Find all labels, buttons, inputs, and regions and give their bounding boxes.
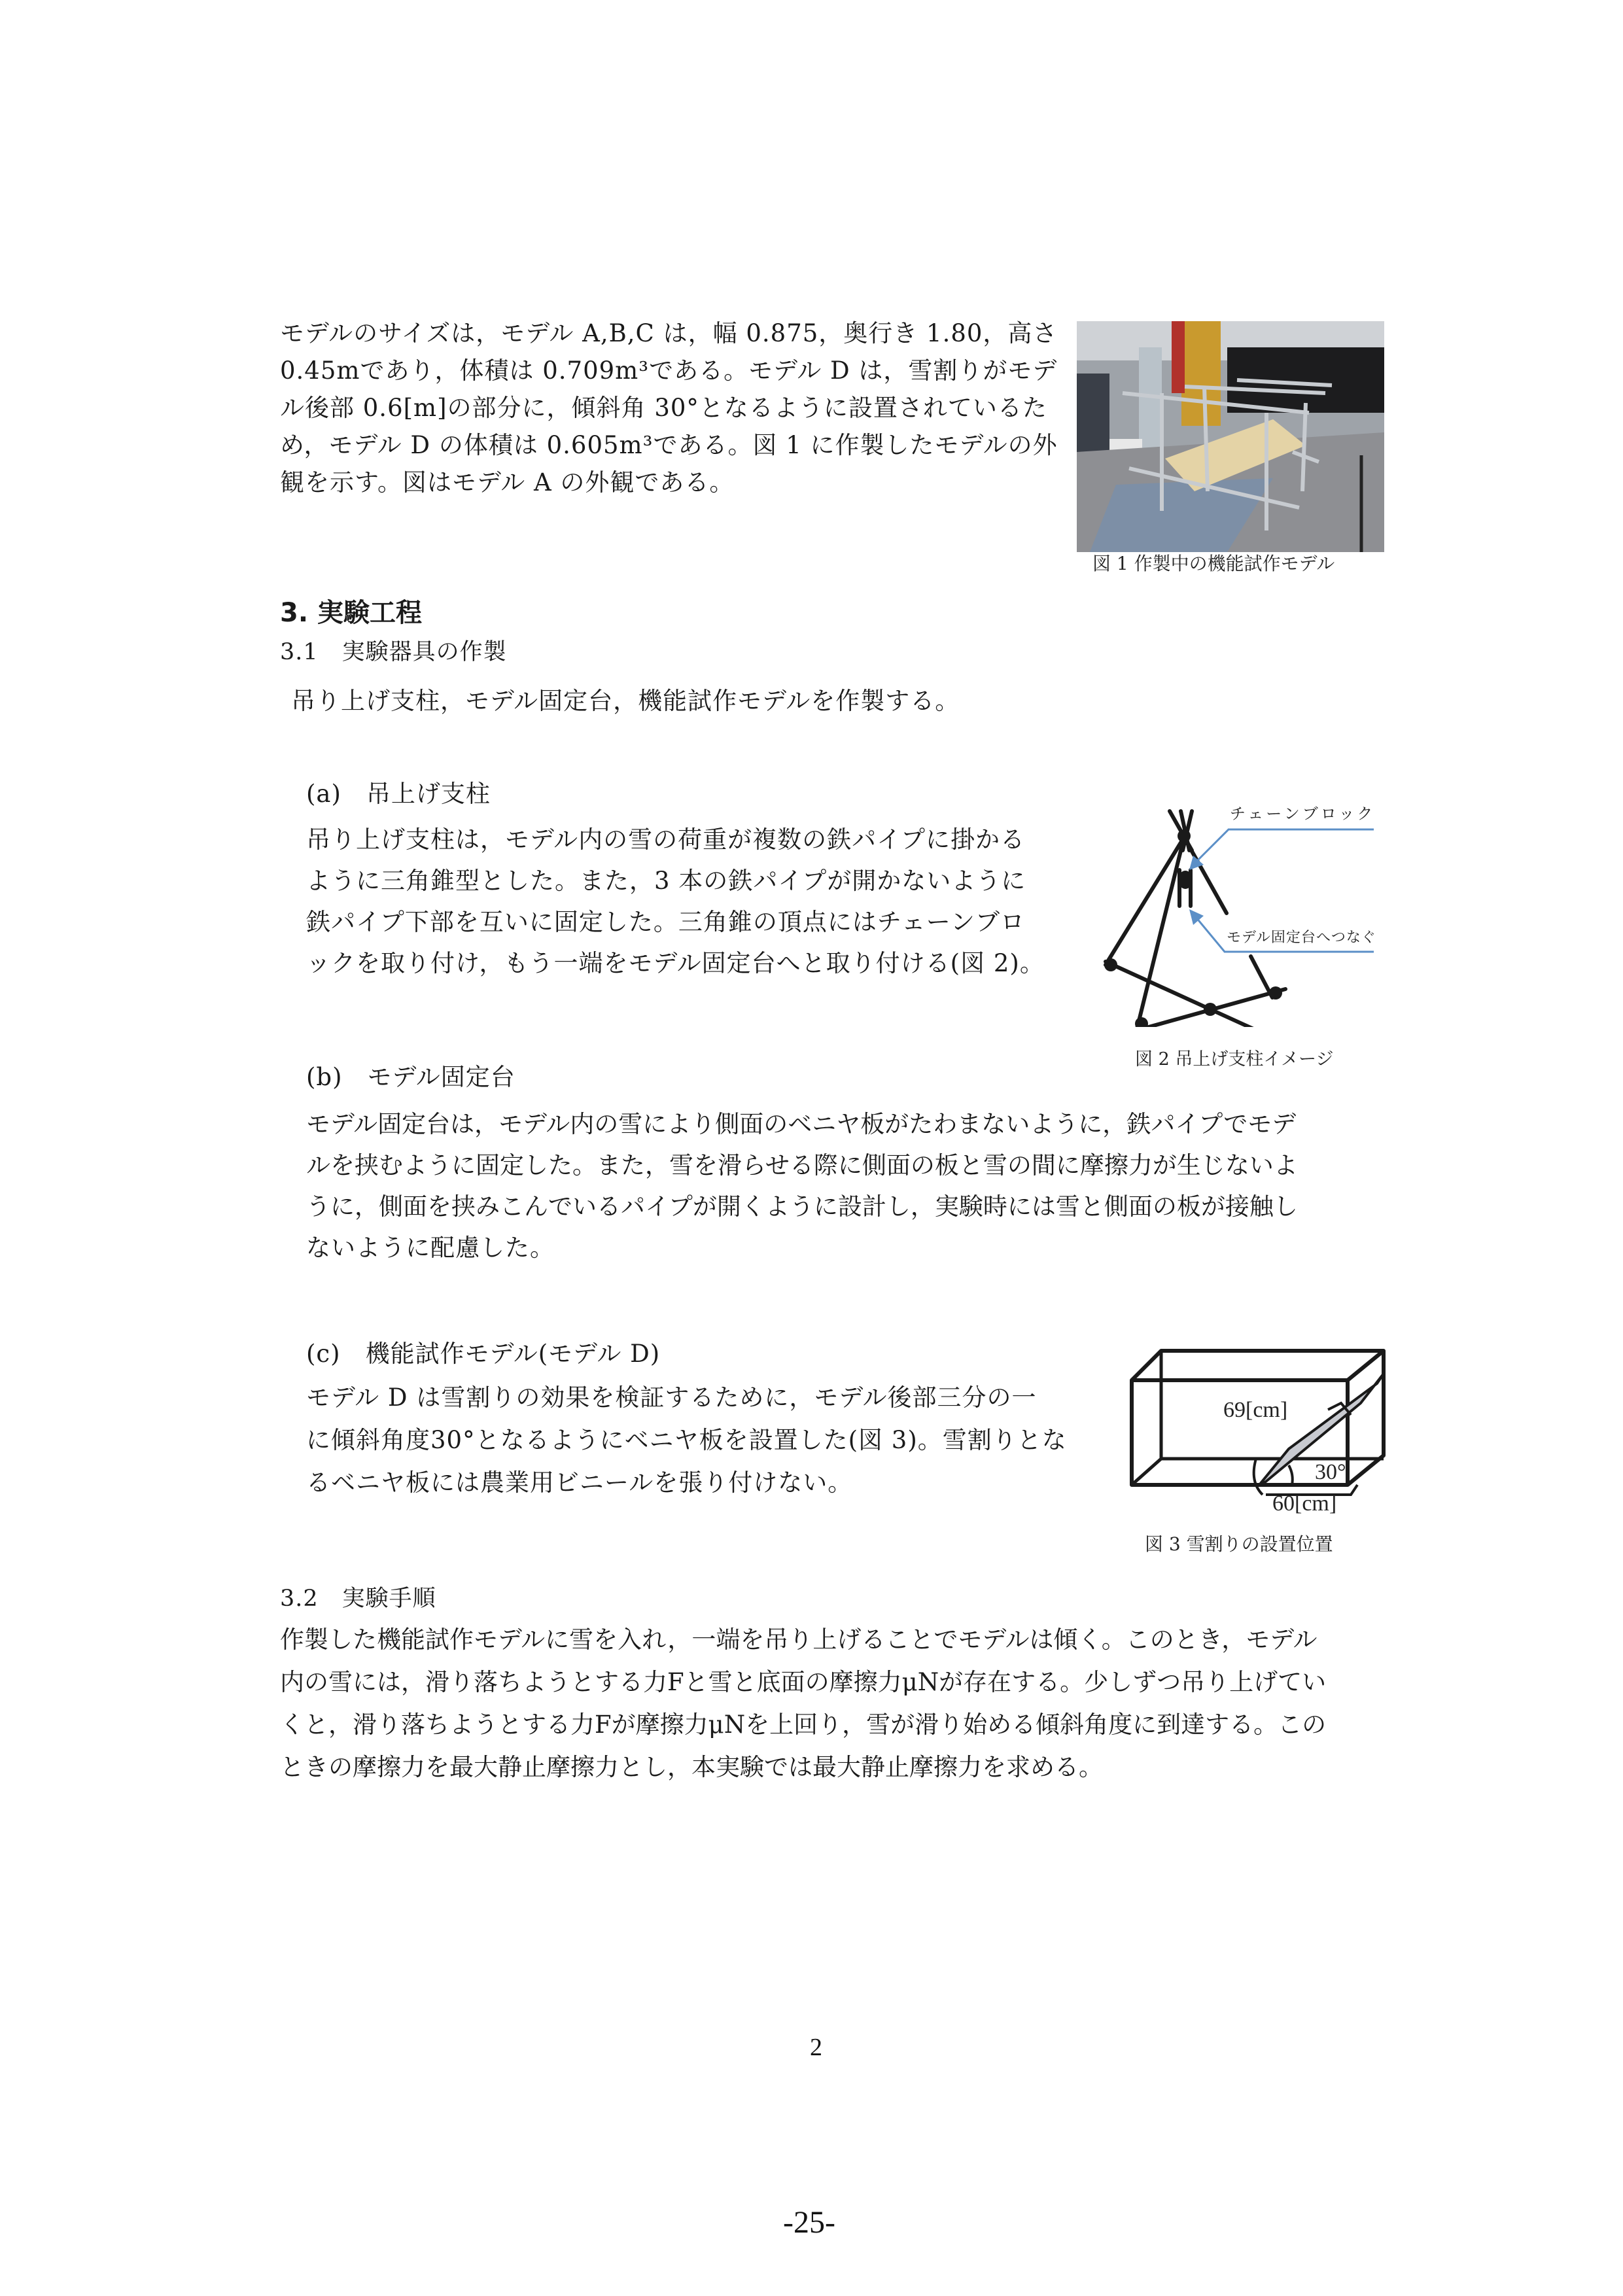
intro-line: め，モデル D の体積は 0.605m³である。図 1 に作製したモデルの外 [280, 431, 1058, 459]
model-photo-illustration [1077, 321, 1384, 552]
subsection-a-line: 鉄パイプ下部を互いに固定した。三角錐の頂点にはチェーンブロ [306, 908, 1026, 936]
subsection-b-line: うに，側面を挟みこんでいるパイプが開くように設計し，実験時には雪と側面の板が接触し [306, 1192, 1298, 1221]
section31-lead: 吊り上げ支柱，モデル固定台，機能試作モデルを作製する。 [291, 687, 960, 715]
intro-line: モデルのサイズは，モデル A,B,C は，幅 0.875，奥行き 1.80，高さ [280, 319, 1058, 347]
section32-line: 内の雪には，滑り落ちようとする力Fと雪と底面の摩擦力μNが存在する。少しずつ吊り上げてい [280, 1668, 1327, 1696]
leader-chain-block [1196, 829, 1374, 862]
tripod-leg-front [1135, 837, 1184, 1027]
subsection-a-line: ように三角錐型とした。また，3 本の鉄パイプが開かないように [306, 867, 1026, 895]
figure3-diagram [1125, 1338, 1393, 1514]
label-length: 69[cm] [1223, 1398, 1288, 1422]
base-joint [1269, 986, 1282, 1000]
figure2-caption: 図 2 吊上げ支柱イメージ [1135, 1049, 1334, 1070]
chain-block [1178, 871, 1193, 889]
base-joint [1104, 958, 1117, 971]
label-angle: 30° [1315, 1460, 1346, 1484]
subsection-c-line: るベニヤ板には農業用ビニールを張り付けない。 [306, 1469, 853, 1497]
base-joint [1204, 1003, 1217, 1016]
figure2-diagram [1086, 791, 1374, 1027]
journal-page-number: -25- [783, 2205, 835, 2240]
section32-heading: 3.2 実験手順 [280, 1586, 436, 1612]
label-chain-block: チェーンブロック [1230, 805, 1376, 823]
subsection-a-line: ックを取り付け，もう一端をモデル固定台へと取り付ける(図 2)。 [306, 949, 1045, 977]
tripod-leg-left [1106, 837, 1184, 965]
subsection-c-line: に傾斜角度30°となるようにベニヤ板を設置した(図 3)。雪割りとな [306, 1426, 1067, 1454]
label-connect: モデル固定台へつなぐ [1227, 930, 1376, 946]
angle-arc [1289, 1465, 1293, 1485]
section32-line: ときの摩擦力を最大静止摩擦力とし，本実験では最大静止摩擦力を求める。 [280, 1753, 1103, 1781]
subsection-a-heading: (a) 吊上げ支柱 [306, 780, 491, 808]
intro-line: 観を示す。図はモデル A の外観である。 [280, 468, 735, 496]
subsection-b-line: モデル固定台は，モデル内の雪により側面のベニヤ板がたわまないように，鉄パイプでモデ [306, 1110, 1297, 1138]
section32-line: くと，滑り落ちようとする力Fが摩擦力μNを上回り，雪が滑り始める傾斜角度に到達する。この [280, 1711, 1327, 1739]
section3-heading: 3. 実験工程 [280, 598, 422, 628]
section32-line: 作製した機能試作モデルに雪を入れ，一端を吊り上げることでモデルは傾く。このとき，モデル [280, 1626, 1318, 1654]
base-bar-1 [1106, 962, 1282, 1027]
section31-heading: 3.1 実験器具の作製 [280, 639, 507, 665]
figure1-caption: 図 1 作製中の機能試作モデル [1092, 553, 1335, 574]
apex-joint [1178, 829, 1191, 843]
figure1-photo [1077, 321, 1384, 552]
intro-line: 0.45mであり，体積は 0.709m³である。モデル D は，雪割りがモデ [280, 357, 1058, 385]
page-number: 2 [810, 2034, 822, 2061]
subsection-b-line: ルを挟むように固定した。また，雪を滑らせる際に側面の板と雪の間に摩擦力が生じないよ [306, 1151, 1298, 1179]
base-joint [1135, 1017, 1148, 1027]
subsection-c-line: モデル D は雪割りの効果を検証するために，モデル後部三分の一 [306, 1383, 1037, 1412]
subsection-a-line: 吊り上げ支柱は，モデル内の雪の荷重が複数の鉄パイプに掛かる [306, 826, 1026, 854]
subsection-c-heading: (c) 機能試作モデル(モデル D) [306, 1340, 661, 1368]
label-base: 60[cm] [1272, 1491, 1337, 1516]
intro-line: ル後部 0.6[m]の部分に，傾斜角 30°となるように設置されているた [280, 394, 1047, 422]
figure3-caption: 図 3 雪割りの設置位置 [1145, 1533, 1333, 1555]
subsection-b-line: ないように配慮した。 [306, 1234, 555, 1262]
subsection-b-heading: (b) モデル固定台 [306, 1063, 515, 1091]
